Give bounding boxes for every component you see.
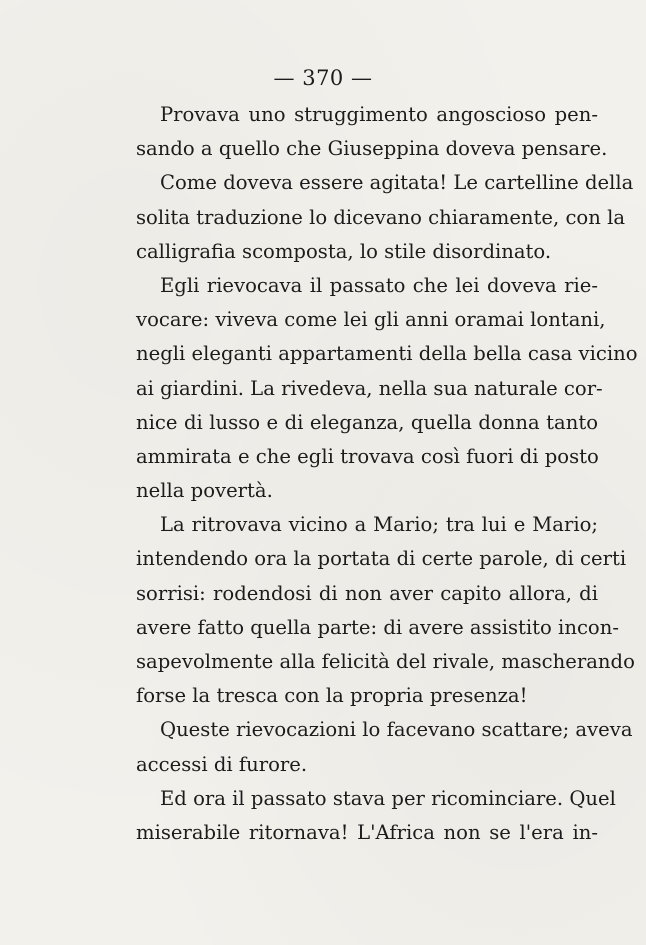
- text-line: Come doveva essere agitata! Le cartelline della: [160, 171, 634, 195]
- text-line: nella povertà.: [136, 479, 273, 503]
- text-line: avere fatto quella parte: di avere assistito incon-: [136, 615, 619, 639]
- text-line: negli eleganti appartamenti della bella casa vicino: [136, 342, 638, 366]
- text-line: La ritrovava vicino a Mario; tra lui e Mario;: [160, 513, 598, 537]
- text-line: sando a quello che Giuseppina doveva pensare.: [136, 137, 608, 161]
- body-text: [136, 98, 638, 850]
- text-line: accessi di furore.: [136, 752, 308, 776]
- text-line: ai giardini. La rivedeva, nella sua naturale cor-: [136, 376, 603, 400]
- text-line: sapevolmente alla felicità del rivale, mascherando: [136, 650, 635, 673]
- text-line: nice di lusso e di eleganza, quella donna tanto: [136, 410, 598, 434]
- text-line: Queste rievocazioni lo facevano scattare; aveva: [160, 718, 633, 742]
- page-number: — 370 —: [273, 66, 373, 90]
- text-line: Ed ora il passato stava per ricominciare. Quel: [160, 786, 616, 810]
- text-line: ammirata e che egli trovava così fuori di posto: [136, 444, 599, 468]
- text-line: forse la tresca con la propria presenza!: [136, 684, 528, 708]
- text-line: Provava uno struggimento angoscioso pen-: [160, 103, 598, 126]
- text-line: Egli rievocava il passato che lei doveva rie-: [160, 273, 598, 297]
- text-line: vocare: viveva come lei gli anni oramai lontani,: [136, 308, 606, 332]
- text-line: solita traduzione lo dicevano chiaramente, con la: [136, 205, 626, 229]
- text-line: miserabile ritornava! L'Africa non se l'era in-: [136, 820, 598, 844]
- text-line: calligrafia scomposta, lo stile disordinato.: [136, 239, 552, 263]
- text-line: sorrisi: rodendosi di non aver capito allora, di: [136, 581, 598, 605]
- text-line: intendendo ora la portata di certe parole, di certi: [136, 547, 627, 571]
